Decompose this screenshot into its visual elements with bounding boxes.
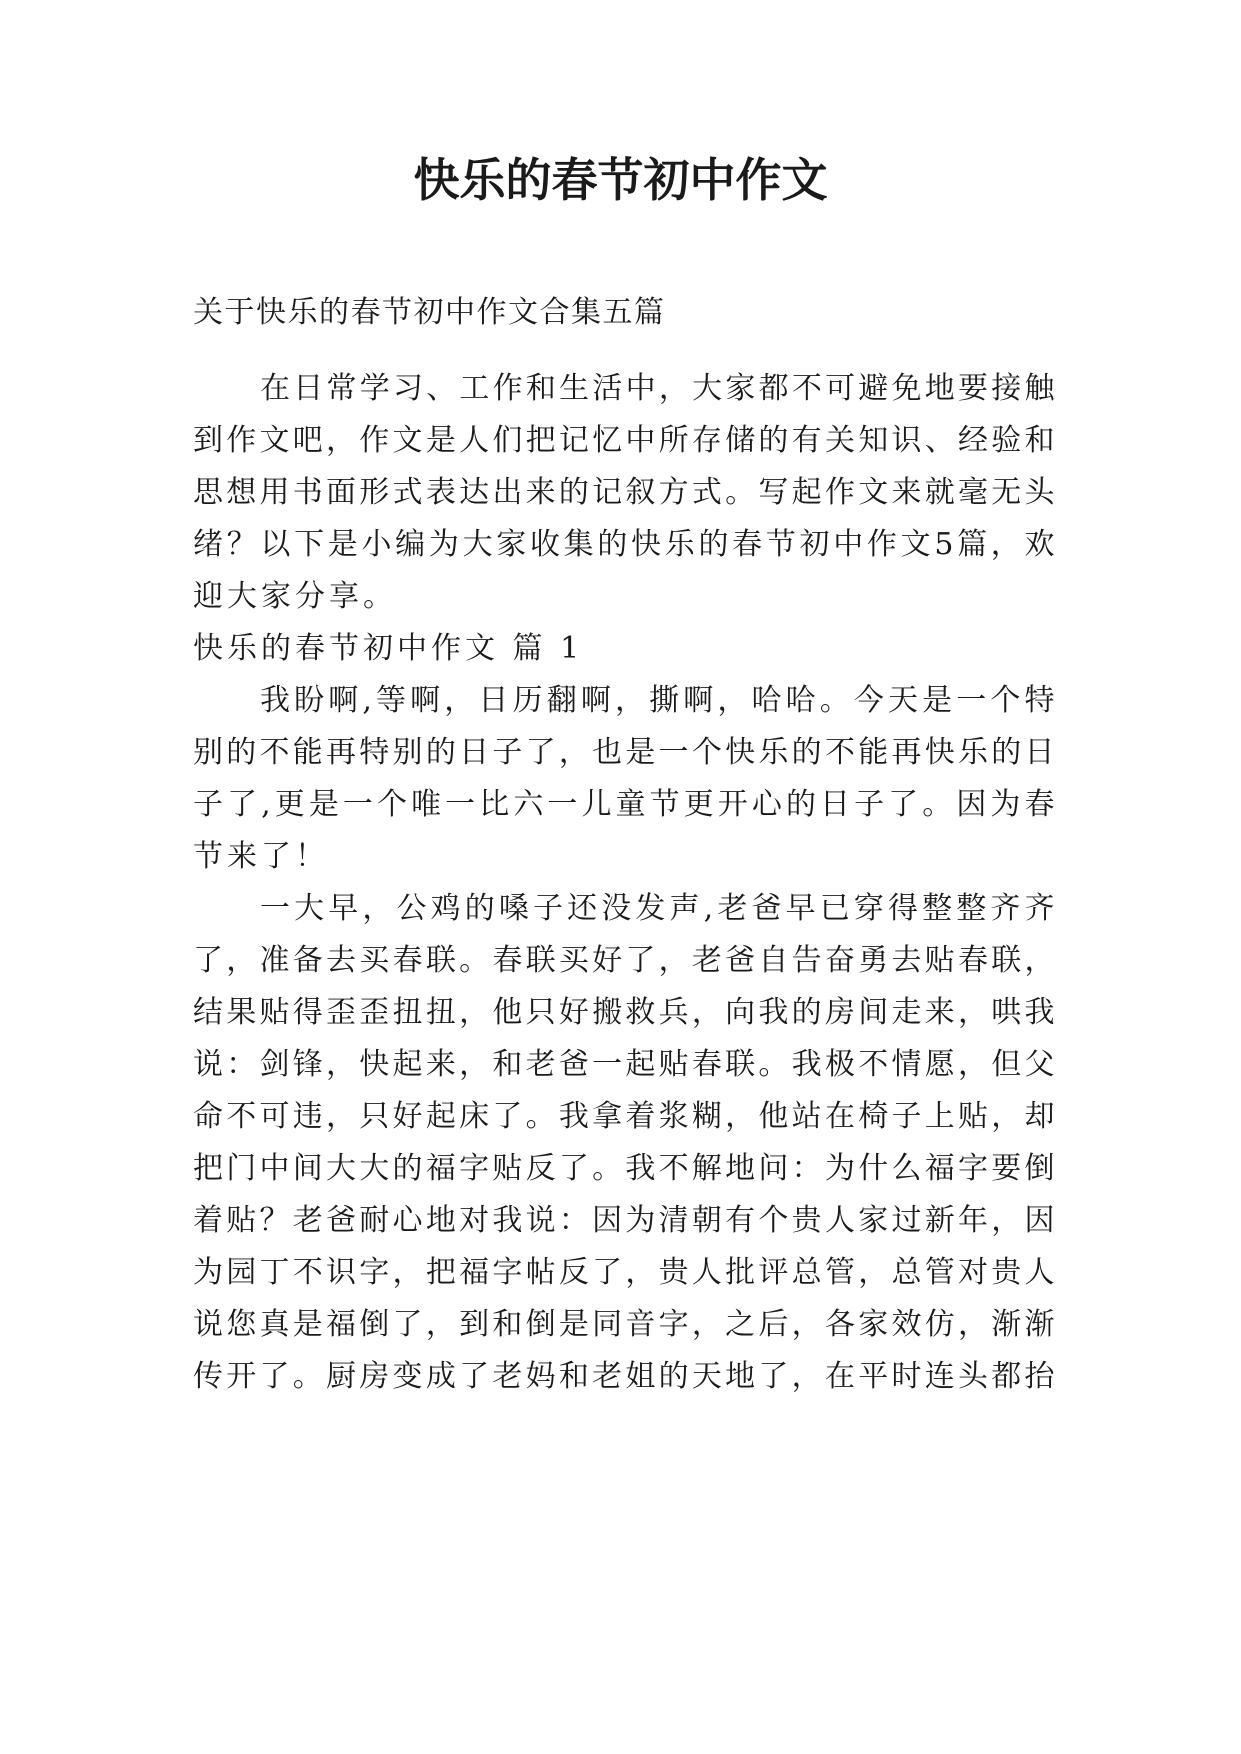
paragraph-line: 为园丁不识字，把福字帖反了，贵人批评总管，总管对贵人	[193, 1255, 1055, 1290]
document-title: 快乐的春节初中作文	[413, 153, 828, 207]
intro-line: 思想用书面形式表达出来的记叙方式。写起作文来就毫无头	[193, 475, 1055, 510]
paragraph-line: 把门中间大大的福字贴反了。我不解地问：为什么福字要倒	[193, 1151, 1055, 1186]
section-heading: 快乐的春节初中作文 篇 1	[193, 631, 584, 666]
paragraph-line: 命不可违，只好起床了。我拿着浆糊，他站在椅子上贴，却	[193, 1099, 1055, 1134]
intro-line: 绪？以下是小编为大家收集的快乐的春节初中作文5篇，欢	[193, 527, 1055, 562]
paragraph-line: 子了,更是一个唯一比六一儿童节更开心的日子了。因为春	[193, 787, 1055, 822]
paragraph-line: 别的不能再特别的日子了，也是一个快乐的不能再快乐的日	[193, 735, 1055, 770]
intro-line: 在日常学习、工作和生活中，大家都不可避免地要接触	[260, 371, 1055, 406]
paragraph-line: 节来了！	[193, 839, 329, 874]
paragraph-line: 传开了。厨房变成了老妈和老姐的天地了，在平时连头都抬	[193, 1359, 1055, 1394]
document-subtitle: 关于快乐的春节初中作文合集五篇	[193, 295, 666, 330]
intro-line: 到作文吧，作文是人们把记忆中所存储的有关知识、经验和	[193, 423, 1055, 458]
paragraph-line: 结果贴得歪歪扭扭，他只好搬救兵，向我的房间走来，哄我	[193, 995, 1055, 1030]
paragraph-line: 说：剑锋，快起来，和老爸一起贴春联。我极不情愿，但父	[193, 1047, 1055, 1082]
paragraph-line: 着贴？老爸耐心地对我说：因为清朝有个贵人家过新年，因	[193, 1203, 1055, 1238]
paragraph-line: 说您真是福倒了，到和倒是同音字，之后，各家效仿，渐渐	[193, 1307, 1055, 1342]
paragraph-line: 我盼啊,等啊，日历翻啊，撕啊，哈哈。今天是一个特	[260, 683, 1055, 718]
paragraph-line: 了，准备去买春联。春联买好了，老爸自告奋勇去贴春联，	[193, 943, 1055, 978]
paragraph-line: 一大早，公鸡的嗓子还没发声,老爸早已穿得整整齐齐	[260, 891, 1055, 926]
intro-line: 迎大家分享。	[193, 579, 397, 614]
